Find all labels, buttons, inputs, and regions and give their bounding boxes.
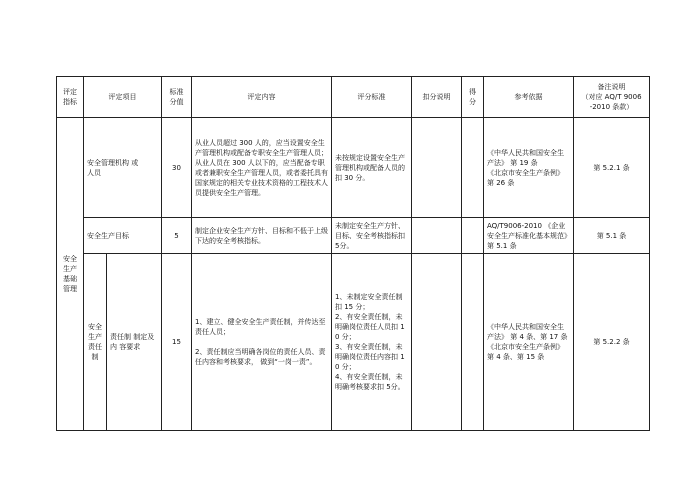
- criteria-cell: 未按规定设置安全生产管理机构或配备人员的扣 30 分。: [332, 118, 412, 218]
- score-cell: 30: [162, 118, 192, 218]
- header-score: 得 分: [462, 77, 484, 118]
- header-criteria: 评分标准: [332, 77, 412, 118]
- header-content: 评定内容: [192, 77, 332, 118]
- header-deduction-note: 扣分说明: [412, 77, 462, 118]
- header-indicator: 评定 指标: [57, 77, 84, 118]
- item-cell: 安全管理机构 或 人员: [84, 118, 162, 218]
- header-item: 评定项目: [84, 77, 162, 118]
- content-cell: 1、建立、健全安全生产责任制，并传达至责任人员； 2、责任制应当明确各岗位的责任人员、责任内容和考核要求， 做到“一岗一责”。: [192, 254, 332, 431]
- criteria-cell: 未制定安全生产方针、目标、安全考核指标扣 5分。: [332, 218, 412, 254]
- item-cell: 安全生产目标: [84, 218, 162, 254]
- deduction-note-cell: [412, 118, 462, 218]
- header-remark: 备注说明 （对应 AQ/T 9006 -2010 条款）: [574, 77, 650, 118]
- content-cell: 从业人员超过 300 人的，应当设置安全生产管理机构或配备专职安全生产管理人员；从业人员在 300 人以下的，应当配备专职或者兼职安全生产管理人员，或者委托具有国家规定的相关专业技术资格的工程技术人员提供安全生产管理。: [192, 118, 332, 218]
- basis-cell: 《中华人民共和国安全生产法》 第 19 条 《北京市安全生产条例》 第 26 条: [484, 118, 574, 218]
- obtained-score-cell: [462, 118, 484, 218]
- remark-cell: 第 5.2.1 条: [574, 118, 650, 218]
- header-basis: 参考依据: [484, 77, 574, 118]
- table-row: [57, 118, 650, 218]
- obtained-score-cell: [462, 218, 484, 254]
- evaluation-table: [56, 76, 650, 431]
- header-row: [57, 77, 650, 118]
- content-cell: 制定企业安全生产方针、目标和不低于上级下达的安全考核指标。: [192, 218, 332, 254]
- deduction-note-cell: [412, 254, 462, 431]
- indicator-cell: 安全 生产 基础 管理: [57, 118, 84, 431]
- score-cell: 5: [162, 218, 192, 254]
- header-standard-score: 标准 分值: [162, 77, 192, 118]
- item-cell: 责任制 制定及内 容要求: [107, 254, 162, 431]
- score-cell: 15: [162, 254, 192, 431]
- remark-cell: 第 5.1 条: [574, 218, 650, 254]
- group-cell: 安全 生产 责任 制: [84, 254, 107, 431]
- deduction-note-cell: [412, 218, 462, 254]
- obtained-score-cell: [462, 254, 484, 431]
- table-row: [57, 218, 650, 254]
- remark-cell: 第 5.2.2 条: [574, 254, 650, 431]
- basis-cell: AQ/T9006-2010 《企业安全生产标准化基本规范》第 5.1 条: [484, 218, 574, 254]
- table-row: [57, 254, 650, 431]
- criteria-cell: 1、未制定安全责任制扣 15 分； 2、有安全责任制，未明确岗位责任人员扣 10 分； 3、有安全责任制，未明确岗位责任内容扣 10 分； 4、有安全责任制，未明确考核要求扣 5分。: [332, 254, 412, 431]
- basis-cell: 《中华人民共和国安全生产法》 第 4 条、第 17 条 《北京市安全生产条例》 第 4 条、第 15 条: [484, 254, 574, 431]
